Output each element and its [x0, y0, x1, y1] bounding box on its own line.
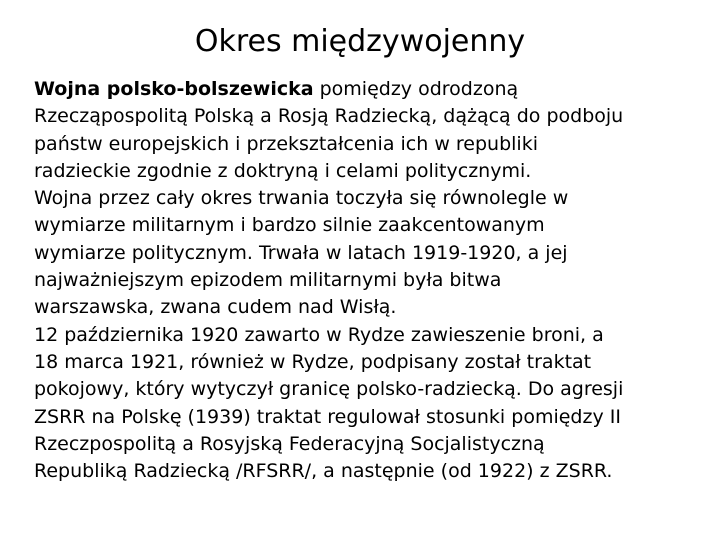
paragraph-2: [34, 185, 714, 321]
text-line: [34, 76, 714, 103]
text-line: Wojna przez cały okres trwania toczyła się równolegle w: [34, 187, 569, 210]
line-text: pomiędzy odrodzoną: [313, 78, 519, 100]
text-line: najważniejszym epizodem militarnymi była bitwa: [34, 269, 502, 292]
paragraph-1: [34, 76, 714, 185]
text-line: warszawska, zwana cudem nad Wisłą.: [34, 296, 397, 319]
text-line: wymiarze militarnym i bardzo silnie zaakcentowanym: [34, 214, 545, 237]
text-line: wymiarze politycznym. Trwała w latach 1919-1920, a jej: [34, 241, 568, 264]
bold-term: Wojna polsko-bolszewicka: [34, 78, 314, 100]
text-line: Republiką Radziecką /RFSRR/, a następnie (od 1922) z ZSRR.: [34, 460, 613, 483]
text-line: ZSRR na Polskę (1939) traktat regulował stosunki pomiędzy II: [34, 405, 621, 428]
paragraph-3: [34, 322, 714, 486]
text-line: państw europejskich i przekształcenia ich w republiki: [34, 132, 538, 155]
text-line: 18 marca 1921, również w Rydze, podpisany został traktat: [34, 350, 592, 373]
text-line: 12 października 1920 zawarto w Rydze zawieszenie broni, a: [34, 323, 604, 346]
slide-title: Okres międzywojenny: [194, 24, 526, 59]
text-line: Rzecząpospolitą Polską a Rosją Radziecką, dążącą do podboju: [34, 105, 624, 128]
slide-body: [34, 76, 714, 485]
text-line: radzieckie zgodnie z doktryną i celami politycznymi.: [34, 159, 532, 182]
text-line: Rzeczpospolitą a Rosyjską Federacyjną Socjalistyczną: [34, 432, 545, 455]
text-line: pokojowy, który wytyczył granicę polsko-radziecką. Do agresji: [34, 378, 624, 401]
